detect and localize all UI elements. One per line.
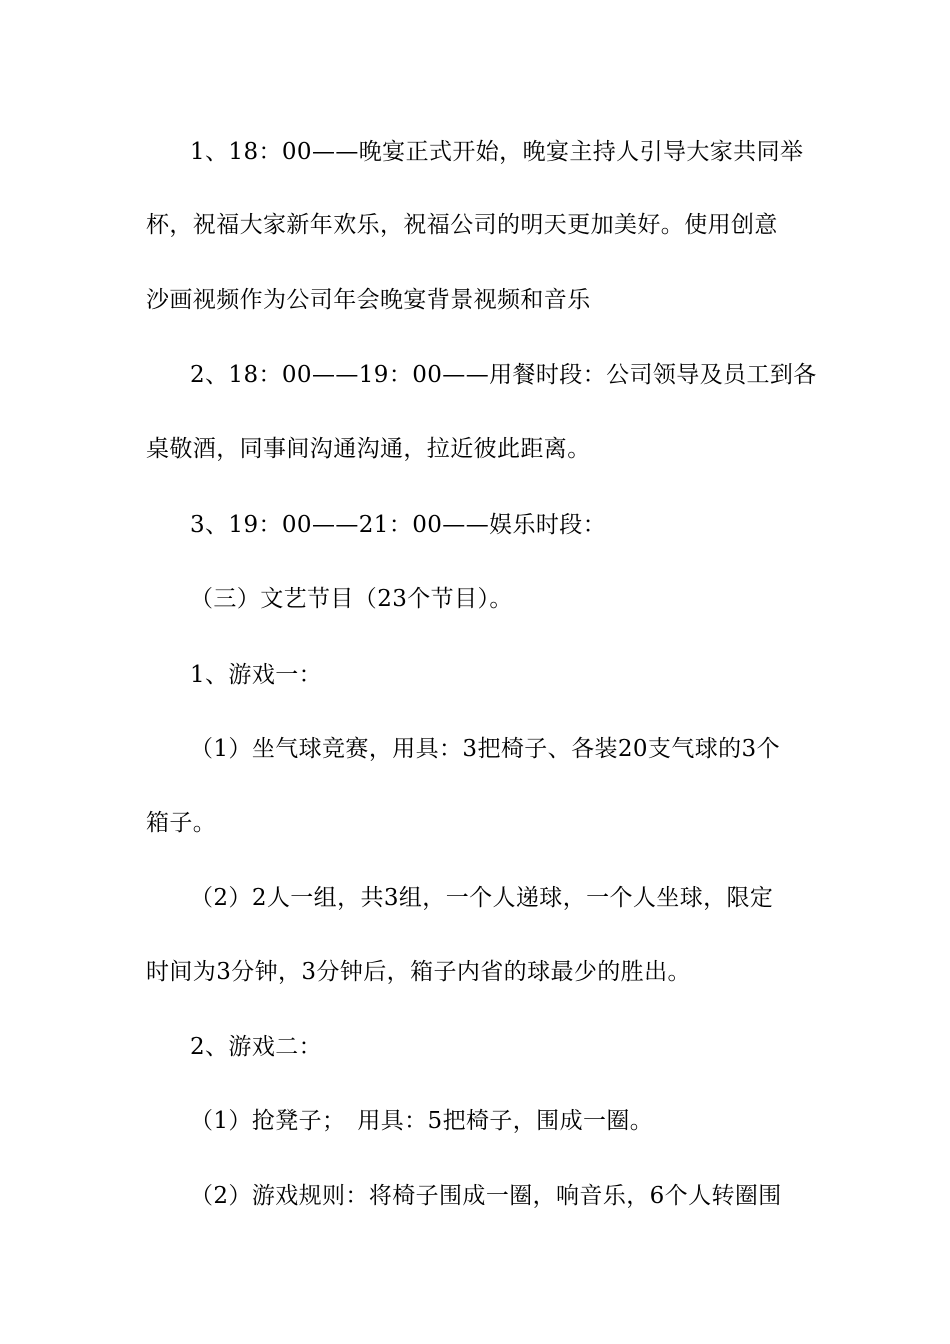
game-two-heading: 2、游戏二： [190, 1034, 323, 1060]
paragraph-2-line-2: 桌敬酒，同事间沟通沟通，拉近彼此距离。 [146, 436, 591, 462]
paragraph-2-line-1: 2、18：00——19：00——用餐时段：公司领导及员工到各 [190, 362, 817, 388]
paragraph-6-line-2: 箱子。 [146, 810, 217, 836]
paragraph-3-line-1: 3、19：00——21：00——娱乐时段： [190, 512, 607, 538]
paragraph-6-line-1: （1）坐气球竞赛，用具：3把椅子、各装20支气球的3个 [190, 736, 780, 762]
paragraph-7-line-2: 时间为3分钟，3分钟后，箱子内省的球最少的胜出。 [146, 959, 691, 985]
game-one-heading: 1、游戏一： [190, 662, 323, 688]
paragraph-9-line-1: （1）抢凳子； 用具：5把椅子，围成一圈。 [190, 1108, 654, 1134]
paragraph-7-line-1: （2）2人一组，共3组，一个人递球，一个人坐球，限定 [190, 885, 774, 911]
paragraph-1-line-2: 杯，祝福大家新年欢乐，祝福公司的明天更加美好。使用创意 [146, 212, 778, 238]
paragraph-1-line-3: 沙画视频作为公司年会晚宴背景视频和音乐 [146, 287, 591, 313]
paragraph-1-line-1: 1、18：00——晚宴正式开始，晚宴主持人引导大家共同举 [190, 139, 804, 165]
section-heading-entertainment: （三）文艺节目（23个节目）。 [190, 586, 513, 612]
paragraph-10-line-1: （2）游戏规则：将椅子围成一圈，响音乐，6个人转圈围 [190, 1183, 782, 1209]
